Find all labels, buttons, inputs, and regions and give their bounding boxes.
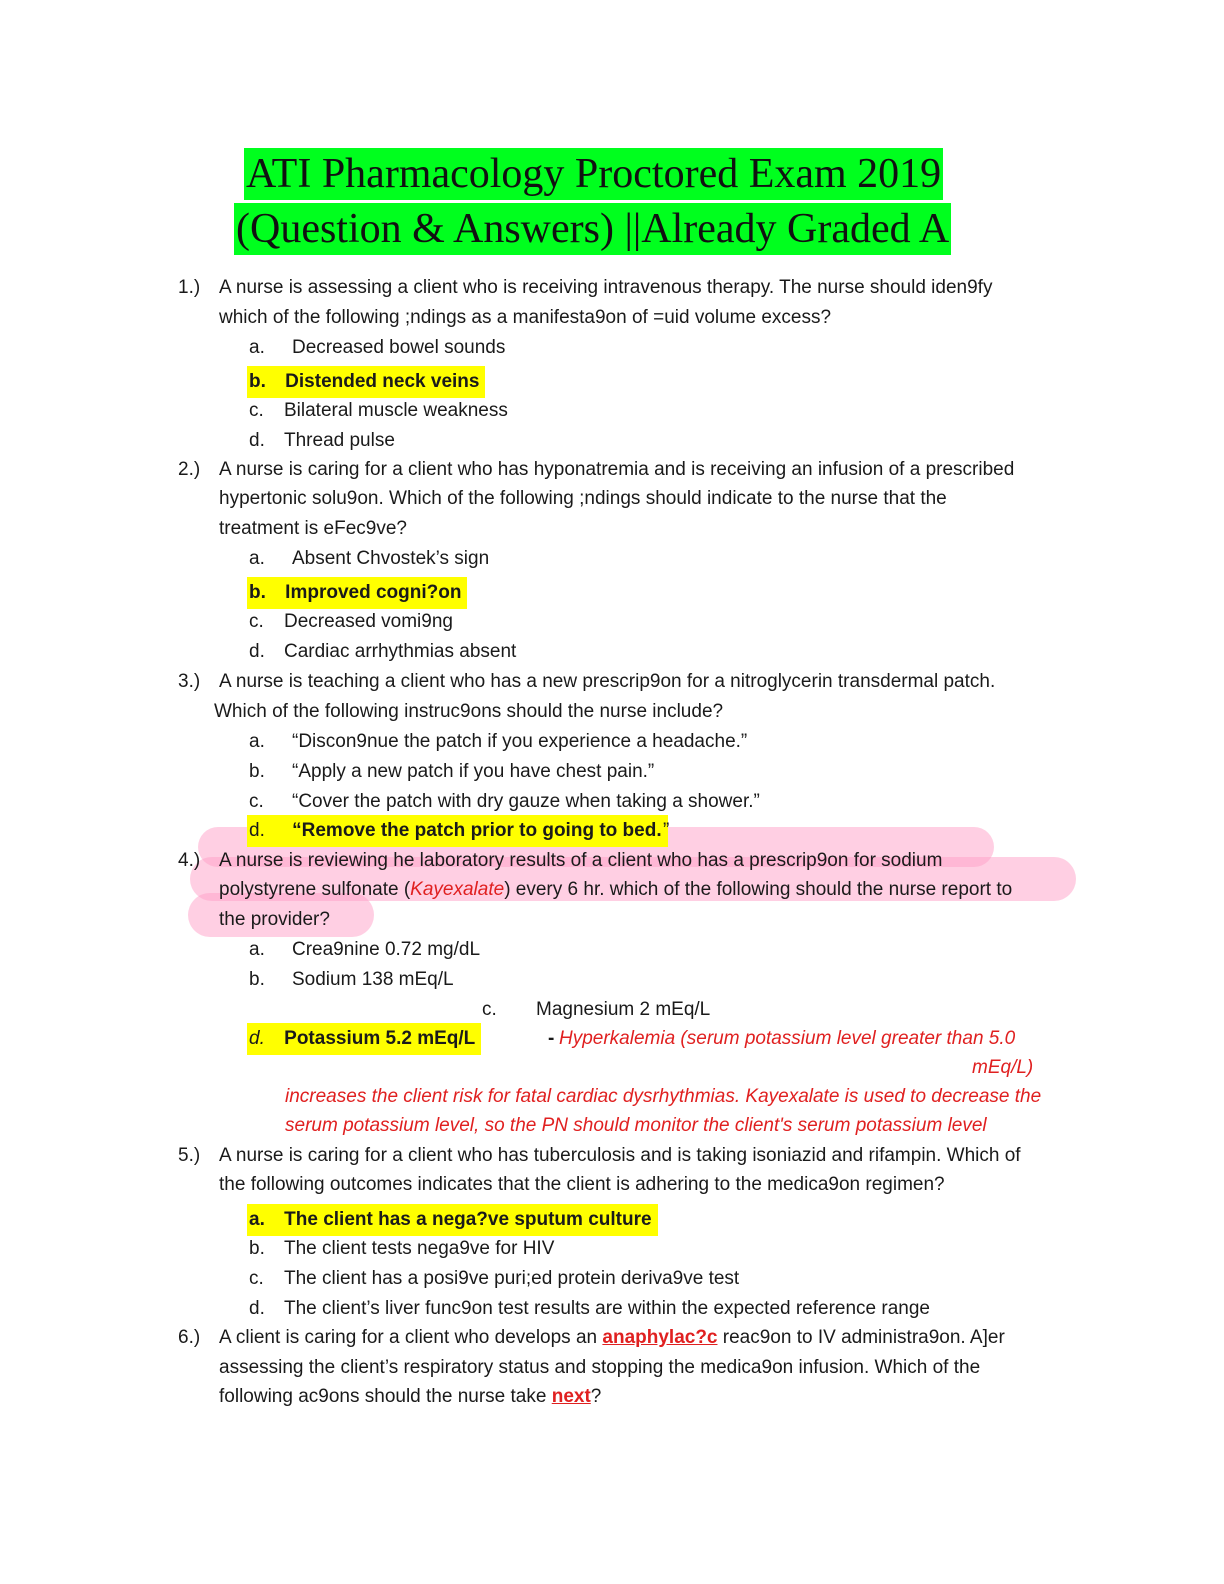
rationale-text: mEq/L): [972, 1057, 1034, 1078]
stem-text: ?: [590, 1386, 602, 1407]
option-letter: b.: [249, 582, 266, 603]
question-number: 5.): [178, 1145, 201, 1166]
option-text: Decreased vomi9ng: [284, 611, 453, 632]
question-number: 2.): [178, 459, 201, 480]
question-stem: assessing the client’s respiratory status and stopping the medica9on infusion. Which of the: [219, 1357, 981, 1378]
option-text: “Discon9nue the patch if you experience a headache.”: [292, 731, 748, 752]
question-stem: Which of the following instruc9ons should the nurse include?: [214, 701, 724, 722]
option-letter: b.: [249, 969, 265, 990]
correct-answer-highlight: [247, 577, 467, 609]
stem-text: polystyrene sulfonate (: [219, 879, 411, 900]
rationale-text: serum potassium level, so the PN should monitor the client's serum potassium level: [285, 1115, 987, 1136]
option-letter: d.: [249, 1028, 265, 1049]
option-text: Magnesium 2 mEq/L: [536, 999, 711, 1020]
option-letter: d.: [249, 820, 265, 841]
question-stem: treatment is eFec9ve?: [219, 518, 407, 539]
question-number: 4.): [178, 850, 201, 871]
question-stem: which of the following ;ndings as a manifesta9on of =uid volume excess?: [219, 307, 832, 328]
option-text: Crea9nine 0.72 mg/dL: [292, 939, 481, 960]
rationale-text: Hyperkalemia (serum potassium level greater than 5.0: [559, 1028, 1016, 1049]
option-letter: a.: [249, 731, 265, 752]
stem-text: ) every 6 hr. which of the following should the nurse report to: [504, 879, 1013, 900]
correct-answer-highlight: [247, 1204, 658, 1236]
question-number: 6.): [178, 1327, 201, 1348]
question-stem: A nurse is teaching a client who has a new prescrip9on for a nitroglycerin transdermal patch.: [219, 671, 996, 692]
option-text: Thread pulse: [284, 430, 395, 451]
question-stem: [219, 1385, 601, 1409]
question-number: 3.): [178, 671, 201, 692]
keyword-next: next: [551, 1386, 591, 1407]
question-stem: A nurse is caring for a client who has tuberculosis and is taking isoniazid and rifampin. Which of: [219, 1145, 1021, 1166]
option-letter: c.: [249, 611, 264, 632]
option-text: “Remove the patch prior to going to bed.: [292, 820, 662, 841]
option-text: The client’s liver func9on test results are within the expected reference range: [284, 1298, 930, 1319]
drug-name: Kayexalate: [410, 879, 505, 900]
question-stem: A nurse is reviewing he laboratory results of a client who has a prescrip9on for sodium: [219, 850, 943, 871]
option-text: Improved cogni?on: [285, 582, 462, 603]
option-letter: c.: [482, 999, 497, 1020]
option-text: Decreased bowel sounds: [292, 337, 506, 358]
question-stem: the provider?: [219, 909, 330, 930]
rationale-dash: -: [548, 1028, 555, 1049]
option-letter: d.: [249, 1298, 265, 1319]
question-number: 1.): [178, 277, 201, 298]
question-stem: [219, 1326, 1005, 1350]
option-letter: c.: [249, 400, 264, 421]
correct-answer-highlight: [247, 366, 485, 398]
option-text: Sodium 138 mEq/L: [292, 969, 454, 990]
keyword-anaphylactic: anaphylac?c: [602, 1327, 718, 1348]
option-letter: a.: [249, 939, 265, 960]
option-text: “Cover the patch with dry gauze when taking a shower.”: [292, 791, 760, 812]
option-letter: a.: [249, 1209, 265, 1230]
doc-title-line-1: ATI Pharmacology Proctored Exam 2019: [244, 148, 943, 200]
option-letter: d.: [249, 641, 265, 662]
option-text: The client has a nega?ve sputum culture: [284, 1209, 652, 1230]
rationale-text: increases the client risk for fatal cardiac dysrhythmias. Kayexalate is used to decrease the: [285, 1086, 1042, 1107]
option-letter: b.: [249, 1238, 265, 1259]
question-stem: the following outcomes indicates that the client is adhering to the medica9on regimen?: [219, 1174, 945, 1195]
stem-text: A client is caring for a client who develops an: [219, 1327, 603, 1348]
option-letter: a.: [249, 337, 265, 358]
question-stem: hypertonic solu9on. Which of the following ;ndings should indicate to the nurse that the: [219, 488, 947, 509]
option-letter: c.: [249, 791, 264, 812]
option-text: Bilateral muscle weakness: [284, 400, 508, 421]
option-letter: b.: [249, 371, 266, 392]
question-stem: [219, 878, 1012, 902]
correct-answer-highlight: [247, 815, 668, 847]
option-text: Cardiac arrhythmias absent: [284, 641, 517, 662]
option-text: The client tests nega9ve for HIV: [284, 1238, 555, 1259]
option-text: Distended neck veins: [285, 371, 480, 392]
stem-text: reac9on to IV administra9on. A]er: [717, 1327, 1005, 1348]
option-letter: a.: [249, 548, 265, 569]
doc-title-line-2: (Question & Answers) ||Already Graded A: [234, 203, 951, 255]
option-text: Absent Chvostek’s sign: [292, 548, 490, 569]
question-stem: A nurse is assessing a client who is receiving intravenous therapy. The nurse should iden9fy: [219, 277, 993, 298]
option-letter: b.: [249, 761, 265, 782]
question-stem: A nurse is caring for a client who has hyponatremia and is receiving an infusion of a prescribed: [219, 459, 1015, 480]
option-letter: c.: [249, 1268, 264, 1289]
closing-quote: ”: [663, 820, 670, 841]
correct-answer-highlight: [247, 1023, 481, 1055]
option-text: “Apply a new patch if you have chest pain.”: [292, 761, 655, 782]
option-text: Potassium 5.2 mEq/L: [284, 1028, 476, 1049]
option-text: The client has a posi9ve puri;ed protein deriva9ve test: [284, 1268, 740, 1289]
stem-text: following ac9ons should the nurse take: [219, 1386, 552, 1407]
option-letter: d.: [249, 430, 265, 451]
